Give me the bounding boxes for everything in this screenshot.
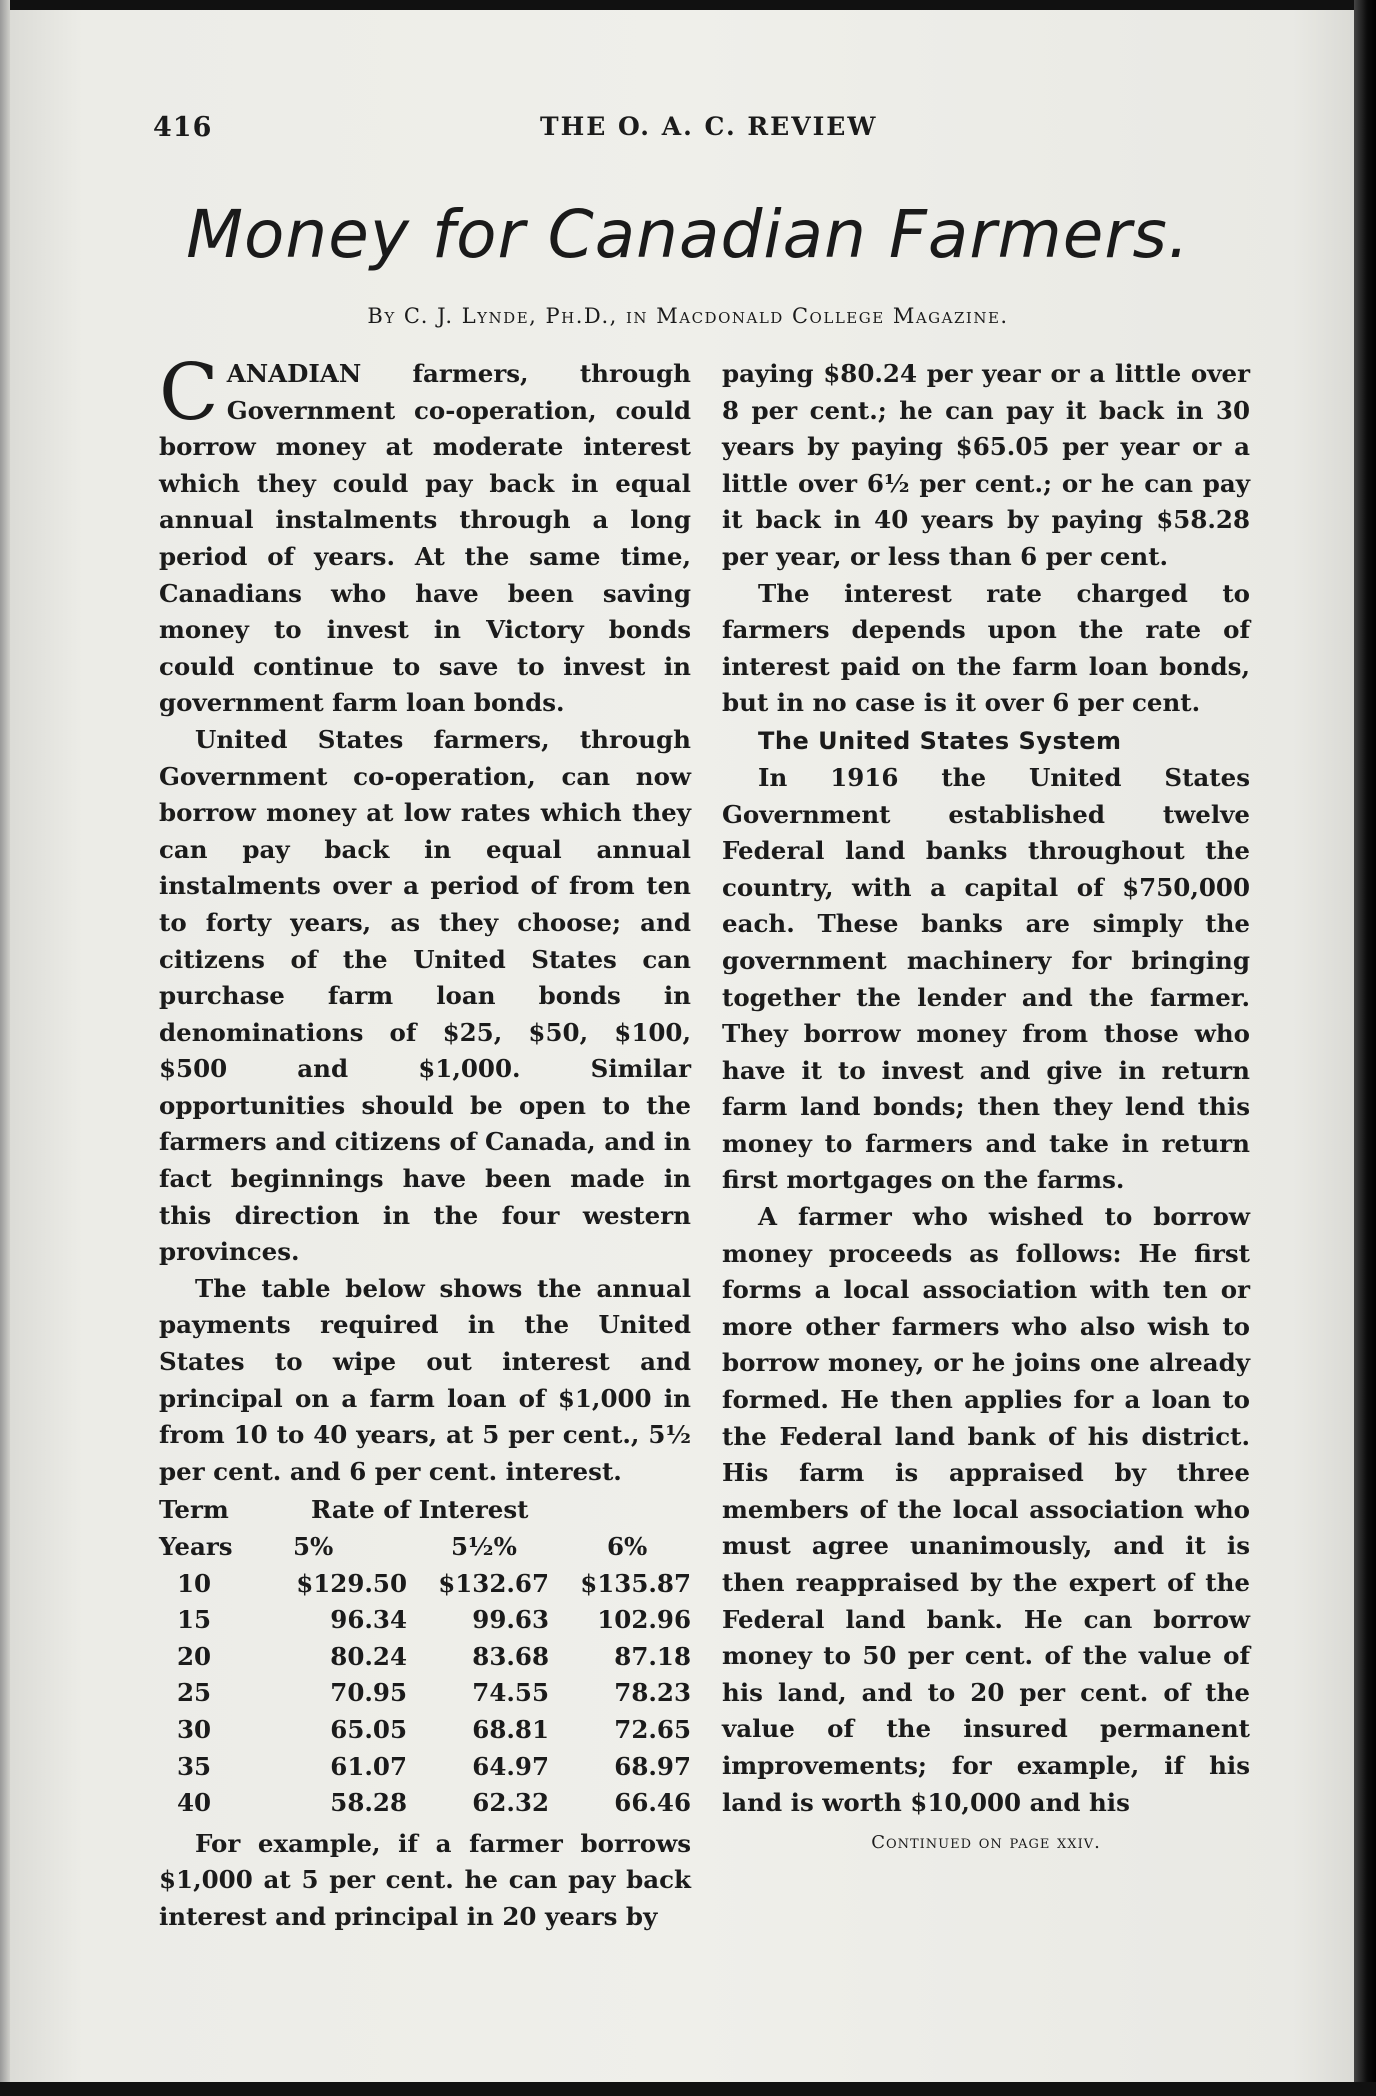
section-heading: The United States System: [758, 726, 1122, 755]
drop-cap: C: [159, 348, 219, 438]
running-head: [0, 112, 1376, 152]
paragraph-text: ANADIAN farmers, through Government co-operation, could borrow money at moderate interest which they could pay back in equal annual instalments through a long period of years. At the same time, Canadians who have been saving money to invest in Victory bonds could continue to save to invest in government farm loan bonds.: [159, 359, 691, 718]
article-title: Money for Canadian Farmers.: [186, 196, 1190, 273]
paragraph: [159, 348, 691, 722]
table-cell-term: 15: [177, 1605, 212, 1635]
paragraph: The interest rate charged to farmers depends upon the rate of interest paid on the farm loan bonds, but in no case is it over 6 per cent.: [722, 578, 1250, 718]
scan-edge-bottom: [0, 2082, 1376, 2096]
article-byline: By C. J. Lynde, Ph.D., in Macdonald College Magazine.: [367, 304, 1009, 328]
table-cell: 74.55: [472, 1678, 549, 1708]
table-header-row: [159, 1529, 691, 1566]
table-cell-term: 25: [177, 1678, 212, 1708]
table-cell-term: 35: [177, 1751, 212, 1781]
table-header-rate: Rate of Interest: [311, 1495, 529, 1525]
table-cell: 80.24: [330, 1641, 407, 1671]
table-header-years: Years: [159, 1532, 233, 1561]
paragraph: paying $80.24 per year or a little over 8 per cent.; he can pay it back in 30 years by paying $65.05 per year or a little over 6½ per cent.; or he can pay it back in 40 years by paying $58.28 per year, or less than 6 per cent.: [722, 359, 1250, 571]
table-header-6: 6%: [607, 1532, 648, 1561]
left-column: [159, 348, 691, 1936]
table-header-5: 5%: [293, 1532, 334, 1561]
table-cell: 64.97: [472, 1751, 549, 1781]
table-cell: 62.32: [472, 1788, 549, 1818]
table-cell-term: 40: [177, 1788, 212, 1818]
table-cell: 70.95: [330, 1678, 407, 1708]
table-header-row: [159, 1492, 691, 1529]
table-header-5-5: 5½%: [451, 1532, 517, 1561]
table-cell: 78.23: [614, 1678, 691, 1708]
table-cell: 96.34: [330, 1605, 407, 1635]
table-cell: 61.07: [330, 1751, 407, 1781]
table-cell: 83.68: [472, 1641, 549, 1671]
table-cell: 66.46: [614, 1788, 691, 1818]
table-row: [159, 1602, 691, 1639]
table-cell: 99.63: [472, 1605, 549, 1635]
table-row: [159, 1675, 691, 1712]
table-cell: 58.28: [330, 1788, 407, 1818]
page-number: 416: [153, 112, 213, 143]
right-column: [722, 356, 1250, 1862]
table-cell-term: 10: [177, 1568, 212, 1598]
table-cell: 65.05: [330, 1714, 407, 1744]
table-cell-term: 20: [177, 1641, 212, 1671]
table-row: [159, 1639, 691, 1676]
table-cell: 87.18: [614, 1641, 691, 1671]
table-cell: $129.50: [296, 1568, 407, 1598]
paragraph: A farmer who wished to borrow money proceeds as follows: He first forms a local association with ten or more other farmers who also wish to borrow money, or he joins one already formed. He then applies for a loan to the Federal land bank of his district. His farm is appraised by three members of the local association who must agree unanimously, and it is then reappraised by the expert of the Federal land bank. He can borrow money to 50 per cent. of the value of his land, and to 20 per cent. of the value of the insured permanent improvements; for example, if his land is worth $10,000 and his: [722, 1202, 1250, 1817]
table-row: [159, 1749, 691, 1786]
paragraph: For example, if a farmer borrows $1,000 at 5 per cent. he can pay back interest and principal in 20 years by: [159, 1828, 691, 1931]
table-cell: 68.81: [472, 1714, 549, 1744]
paragraph: United States farmers, through Government co-operation, can now borrow money at low rates which they can pay back in equal annual instalments over a period of from ten to forty years, as they choose; and citizens of the United States can purchase farm loan bonds in denominations of $25, $50, $100, $500 and $1,000. Similar opportunities should be open to the farmers and citizens of Canada, and in fact beginnings have been made in this direction in the four western provinces.: [159, 724, 691, 1267]
paragraph: In 1916 the United States Government established twelve Federal land banks throughout the country, with a capital of $750,000 each. These banks are simply the government machinery for bringing together the lender and the farmer. They borrow money from those who have it to invest and give in return farm land bonds; then they lend this money to farmers and take in return first mortgages on the farms.: [722, 762, 1250, 1195]
table-cell: $132.67: [438, 1568, 549, 1598]
table-row: [159, 1785, 691, 1822]
table-header-term: Term: [159, 1495, 229, 1525]
paragraph: The table below shows the annual payments required in the United States to wipe out interest and principal on a farm loan of $1,000 in from 10 to 40 years, at 5 per cent., 5½ per cent. and 6 per cent. interest.: [159, 1273, 691, 1486]
interest-rate-table: [159, 1492, 691, 1821]
table-cell: $135.87: [580, 1568, 691, 1598]
table-cell-term: 30: [177, 1714, 212, 1744]
table-row: [159, 1566, 691, 1603]
table-row: [159, 1712, 691, 1749]
journal-title: THE O. A. C. REVIEW: [540, 112, 878, 141]
continued-note: Continued on page xxiv.: [871, 1832, 1101, 1854]
table-cell: 102.96: [597, 1605, 691, 1635]
table-cell: 68.97: [614, 1751, 691, 1781]
scan-edge-top: [0, 0, 1376, 10]
table-cell: 72.65: [614, 1714, 691, 1744]
